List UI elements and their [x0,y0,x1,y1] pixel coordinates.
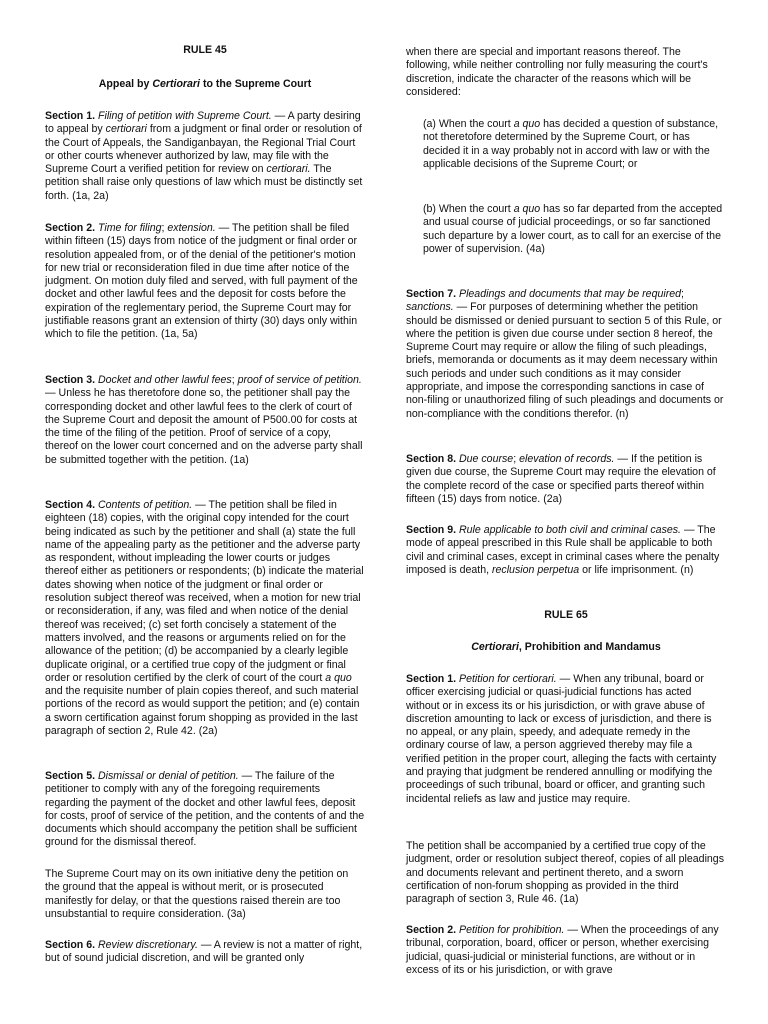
criterion-b: (b) When the court a quo has so far departed from the accepted and usual course of judicial proceedings, or so far sanctioned such departure by a lower court, as to call for an exercise of the power of supervision. (4a) [423,203,723,255]
section-number: Section 2. [45,222,96,234]
section-9-paragraph: Section 9. Rule applicable to both civil and criminal cases. — The mode of appeal prescribed in this Rule shall be applicable to both civil and criminal cases, except in criminal cases where the penalty imposed is death, reclusion perpetua or life imprisonment. (n) [406,524,720,576]
section-number: Section 4. [45,499,96,511]
rule-65-section-1-paragraph: Section 1. Petition for certiorari. — When any tribunal, board or officer exercising judicial or quasi-judicial functions has acted without or in excess its or his jurisdiction, or with grave abuse of discretion amounting to lack or excess of jurisdiction, and there is no appeal, or any plain, speedy, and adequate remedy in the ordinary course of law, a person aggrieved thereby may file a verified petition in the proper court, alleging the facts with certainty and praying that judgment be rendered annulling or modifying the proceedings of such tribunal, board or officer, and granting such incidental reliefs as law and justice may require. [406,673,717,805]
section-title: Petition for certiorari. [459,673,557,685]
section-7-paragraph: Section 7. Pleadings and documents that may be required; sanctions. — For purposes of determining whether the petition should be dismissed or denied pursuant to section 5 of this Rule, or where the petition is given due course under section 8 hereof, the Supreme Court may require or allow the filing of such pleadings, briefs, memoranda or documents as it may deem necessary within such periods and under such conditions as it may consider appropriate, and impose the corresponding sanctions in case of non-filing or unauthorized filing of such pleadings and documents or non-compliance with the conditions therefor. (n) [406,288,724,420]
section-title: Dismissal or denial of petition. [98,770,239,782]
section-number: Section 9. [406,524,457,536]
section-5-paragraph: Section 5. Dismissal or denial of petition. — The failure of the petitioner to comply with any of the foregoing requirements regarding the payment of the docket and other lawful fees, deposit for costs, proof of service of the petition, and the contents of and the documents which should accompany the petition shall be sufficient ground for the dismissal thereof. [45,770,365,849]
section-number: Section 5. [45,770,96,782]
section-title: Petition for prohibition. [459,924,565,936]
rule-65-section-2-paragraph: Section 2. Petition for prohibition. — When the proceedings of any tribunal, corporation, board, officer or person, whether exercising judicial, quasi-judicial or ministerial functions, are without or in excess of its or his jurisdiction, or with grave [406,924,719,976]
section-number: Section 2. [406,924,457,936]
section-number: Section 3. [45,374,96,386]
section-title: Rule applicable to both civil and criminal cases. [459,524,681,536]
section-6-continuation: when there are special and important reasons thereof. The following, while neither controlling nor fully measuring the court's discretion, indicate the character of the reasons which will be considered: [406,46,708,98]
section-title: Filing of petition with Supreme Court. [98,110,272,122]
section-number: Section 8. [406,453,457,465]
section-4-paragraph: Section 4. Contents of petition. — The petition shall be filed in eighteen (18) copies, with the original copy intended for the court being indicated as such by the petitioner and shall (a) state the full name of the appealing party as the petitioner and the adverse party as respondent, without impleading the lower courts or judges thereof either as petitioners or respondents; (b) indicate the material dates showing when notice of the judgment or final order or resolution subject thereof was received, when a motion for new trial or reconsideration, if any, was filed and when notice of the denial thereof was received; (c) set forth concisely a statement of the matters involved, and the reasons or arguments relied on for the allowance of the petition; (d) be accompanied by a clearly legible duplicate original, or a certified true copy of the judgment or final order or resolution certified by the clerk of court of the court a quo and the requisite number of plain copies thereof, and such material portions of the record as would support the petition; and (e) contain a sworn certification against forum shopping as provided in the last paragraph of section 2, Rule 42. (2a) [45,499,364,738]
section-number: Section 7. [406,288,457,300]
criterion-a: (a) When the court a quo has decided a question of substance, not theretofore determined by the Supreme Court, or has decided it in a way probably not in accord with law or with the applicable decisions of the Supreme Court; or [423,118,719,170]
section-5-second-paragraph: The Supreme Court may on its own initiative deny the petition on the ground that the appeal is without merit, or is prosecuted manifestly for delay, or that the questions raised therein are too unsubstantial to require consideration. (3a) [45,868,349,920]
section-title: Time for filing [98,222,162,234]
rule-45-title: RULE 45 [183,44,227,56]
rule-45-subtitle: Appeal by Certiorari to the Supreme Court [98,78,312,90]
section-title: Contents of petition. [98,499,193,511]
rule-65-subtitle: Certiorari, Prohibition and Mandamus [471,641,661,653]
section-number: Section 6. [45,939,96,951]
rule-65-title: RULE 65 [544,609,588,621]
section-1-paragraph: Section 1. Filing of petition with Supreme Court. — A party desiring to appeal by certiorari from a judgment or final order or resolution of the Court of Appeals, the Sandiganbayan, the Regional Trial Court or other courts whenever authorized by law, may file with the Supreme Court a verified petition for review on certiorari. The petition shall raise only questions of law which must be distinctly set forth. (1a, 2a) [45,110,363,202]
section-number: Section 1. [406,673,457,685]
section-6-paragraph: Section 6. Review discretionary. — A review is not a matter of right, but of sound judicial discretion, and will be granted only [45,939,363,965]
rule-65-section-1-second-paragraph: The petition shall be accompanied by a certified true copy of the judgment, order or resolution subject thereof, copies of all pleadings and documents relevant and pertinent thereto, and a sworn certification of non-forum shopping as provided in the third paragraph of section 3, Rule 46. (1a) [406,840,724,906]
section-2-paragraph: Section 2. Time for filing; extension. — The petition shall be filed within fifteen (15) days from notice of the judgment or final order or resolution appealed from, or of the denial of the petitioner's motion for new trial or reconsideration filed in due time after notice of the judgment. On motion duly filed and served, with full payment of the docket and other lawful fees and the deposit for costs before the expiration of the reglementary period, the Supreme Court may for justifiable reasons grant an extension of thirty (30) days only within which to file the petition. (1a, 5a) [45,222,358,341]
section-title: Review discretionary. [98,939,198,951]
section-title: Pleadings and documents that may be required [459,288,682,300]
section-title: Due course [459,453,514,465]
section-title: Docket and other lawful fees [98,374,232,386]
section-3-paragraph: Section 3. Docket and other lawful fees; proof of service of petition. — Unless he has theretofore done so, the petitioner shall pay the corresponding docket and other lawful fees to the clerk of court of the Supreme Court and deposit the amount of P500.00 for costs at the time of the filing of the petition. Proof of service of a copy, thereof on the lower court concerned and on the adverse party shall be submitted together with the petition. (1a) [45,374,363,466]
section-8-paragraph: Section 8. Due course; elevation of records. — If the petition is given due course, the Supreme Court may require the elevation of the complete record of the case or specified parts thereof within fifteen (15) days from notice. (2a) [406,453,716,505]
section-number: Section 1. [45,110,96,122]
